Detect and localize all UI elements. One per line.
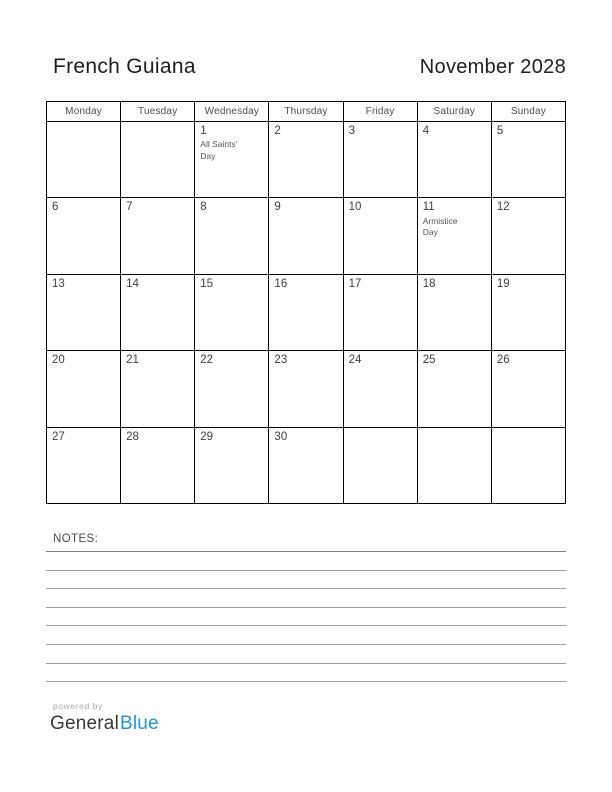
- day-cell: [491, 122, 565, 198]
- day-number: 23: [274, 354, 288, 367]
- notes-label-row: [46, 533, 566, 552]
- calendar-header: [47, 102, 566, 122]
- note-line: [46, 589, 566, 608]
- note-line: [46, 626, 566, 645]
- weekday-header: Monday: [47, 102, 121, 122]
- day-number: 14: [126, 277, 139, 290]
- holiday-label: Armistice Day: [422, 215, 458, 238]
- day-number: 27: [52, 430, 65, 443]
- day-number: 20: [52, 354, 65, 367]
- week-row: [47, 198, 566, 274]
- weekday-header-row: [47, 102, 566, 122]
- day-cell: [417, 122, 491, 198]
- day-cell: [343, 427, 417, 503]
- day-cell: [269, 198, 343, 274]
- week-row: [47, 351, 566, 427]
- day-cell: [121, 122, 195, 198]
- holiday-label: All Saints’ Day: [200, 139, 238, 161]
- day-number: 28: [126, 430, 139, 443]
- day-cell: [195, 274, 269, 350]
- page-title: French Guiana: [53, 55, 196, 78]
- notes-lines: [46, 552, 566, 682]
- notes-label: NOTES:: [53, 533, 99, 545]
- day-cell: [121, 351, 195, 427]
- calendar-table: [46, 101, 566, 504]
- notes-section: [46, 533, 566, 682]
- day-number: 25: [422, 354, 436, 367]
- day-number: 8: [200, 201, 207, 214]
- week-row: [47, 122, 566, 198]
- day-number: 16: [274, 277, 288, 290]
- day-cell: [195, 427, 269, 503]
- day-number: 11: [422, 201, 435, 214]
- day-cell: [47, 351, 121, 427]
- day-cell: [269, 274, 343, 350]
- day-cell: [491, 274, 565, 350]
- weekday-header: Wednesday: [195, 102, 269, 122]
- day-cell: [47, 198, 121, 274]
- day-cell: [417, 427, 491, 503]
- day-number: 30: [274, 430, 288, 443]
- day-number: 13: [52, 277, 65, 290]
- day-number: 24: [348, 354, 362, 367]
- day-cell: [47, 122, 121, 198]
- note-line: [46, 608, 566, 627]
- day-number: 29: [200, 430, 214, 443]
- brand-logo: [50, 713, 159, 735]
- day-cell: [343, 122, 417, 198]
- day-cell: [417, 351, 491, 427]
- note-line: [46, 645, 566, 664]
- weekday-header: Tuesday: [121, 102, 195, 122]
- footer: [50, 701, 159, 735]
- day-cell: [491, 427, 565, 503]
- day-number: 3: [348, 125, 355, 137]
- day-number: 15: [200, 277, 214, 290]
- day-number: 2: [274, 125, 281, 137]
- day-cell: [343, 198, 417, 274]
- day-cell: [491, 351, 565, 427]
- weekday-header: Friday: [343, 102, 417, 122]
- day-cell: [417, 274, 491, 350]
- powered-by-text: powered by: [53, 701, 103, 711]
- day-number: 9: [274, 201, 281, 214]
- day-cell: [343, 274, 417, 350]
- day-number: 21: [126, 354, 139, 367]
- brand-blue-text: Blue: [120, 713, 159, 734]
- day-number: 10: [348, 201, 362, 214]
- day-number: 1: [200, 125, 207, 137]
- title-row: [53, 55, 566, 79]
- day-cell: [417, 198, 491, 274]
- day-number: 18: [422, 277, 436, 290]
- day-number: 19: [496, 277, 510, 290]
- day-cell: [121, 198, 195, 274]
- day-cell: [47, 274, 121, 350]
- note-line: [46, 552, 566, 571]
- day-number: 26: [496, 354, 510, 367]
- day-number: 4: [422, 125, 430, 137]
- weekday-header: Sunday: [491, 102, 565, 122]
- day-cell: [195, 351, 269, 427]
- note-line: [46, 664, 566, 683]
- day-number: 17: [348, 277, 362, 290]
- day-number: 12: [496, 201, 510, 214]
- week-row: [47, 427, 566, 503]
- day-cell: [121, 274, 195, 350]
- brand-general-text: General: [50, 713, 119, 734]
- note-line: [46, 571, 566, 590]
- day-number: 7: [126, 201, 133, 214]
- month-year-title: November 2028: [419, 56, 566, 78]
- day-cell: [269, 351, 343, 427]
- day-cell: [269, 427, 343, 503]
- day-number: 22: [200, 354, 214, 367]
- weekday-header: Thursday: [269, 102, 343, 122]
- day-cell: [121, 427, 195, 503]
- day-cell: [195, 122, 269, 198]
- day-cell: [343, 351, 417, 427]
- calendar-body: [47, 122, 566, 504]
- day-number: 6: [52, 201, 59, 214]
- day-cell: [47, 427, 121, 503]
- week-row: [47, 274, 566, 350]
- day-number: 5: [496, 125, 504, 137]
- day-cell: [195, 198, 269, 274]
- day-cell: [491, 198, 565, 274]
- weekday-header: Saturday: [417, 102, 491, 122]
- day-cell: [269, 122, 343, 198]
